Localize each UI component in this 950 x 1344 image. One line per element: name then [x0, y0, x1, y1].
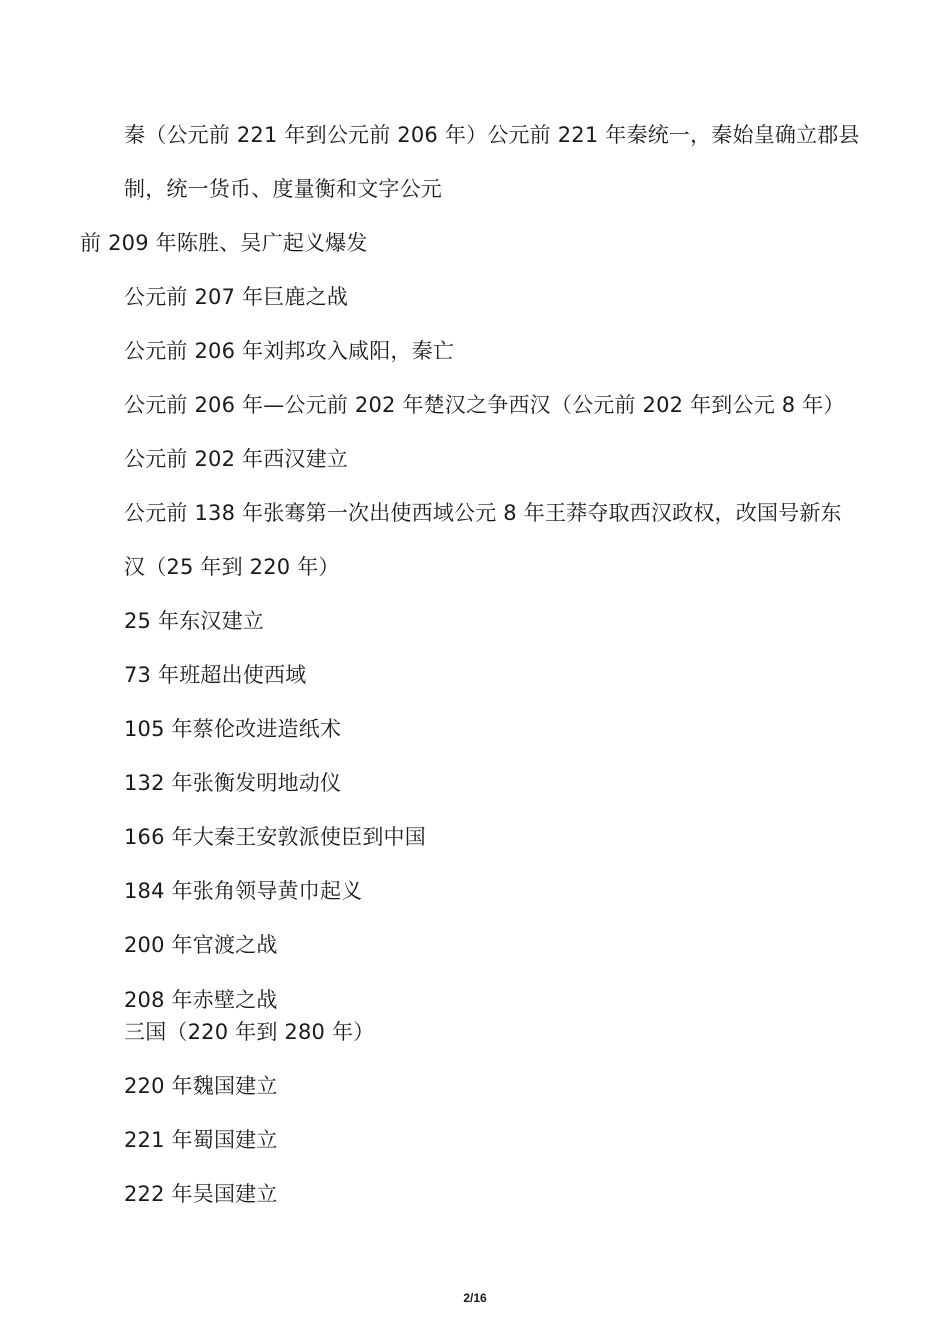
text-line: 200 年官渡之战: [124, 933, 278, 957]
text-line: 汉（25 年到 220 年）: [124, 555, 340, 579]
section-heading: 三国（220 年到 280 年）: [124, 1020, 375, 1044]
text-line: 208 年赤壁之战: [124, 988, 278, 1012]
text-line: 秦（公元前 221 年到公元前 206 年）公元前 221 年秦统一，秦始皇确立郡县: [124, 123, 860, 147]
page-number: 2/16: [463, 1291, 487, 1305]
text-line: 184 年张角领导黄巾起义: [124, 879, 363, 903]
text-line: 公元前 206 年—公元前 202 年楚汉之争西汉（公元前 202 年到公元 8 年）: [124, 393, 845, 417]
text-line: 73 年班超出使西域: [124, 663, 307, 687]
text-line: 166 年大秦王安敦派使臣到中国: [124, 825, 426, 849]
text-line: 公元前 138 年张骞第一次出使西域公元 8 年王莽夺取西汉政权，改国号新东: [124, 501, 842, 525]
text-line: 前 209 年陈胜、吴广起义爆发: [80, 231, 368, 255]
text-line: 25 年东汉建立: [124, 609, 264, 633]
text-line: 221 年蜀国建立: [124, 1128, 278, 1152]
text-line: 制，统一货币、度量衡和文字公元: [124, 177, 442, 201]
text-line: 222 年吴国建立: [124, 1182, 278, 1206]
text-line: 132 年张衡发明地动仪: [124, 771, 342, 795]
text-line: 220 年魏国建立: [124, 1074, 278, 1098]
text-line: 公元前 206 年刘邦攻入咸阳，秦亡: [124, 339, 455, 363]
text-line: 105 年蔡伦改进造纸术: [124, 717, 342, 741]
text-line: 公元前 207 年巨鹿之战: [124, 285, 349, 309]
text-line: 公元前 202 年西汉建立: [124, 447, 349, 471]
